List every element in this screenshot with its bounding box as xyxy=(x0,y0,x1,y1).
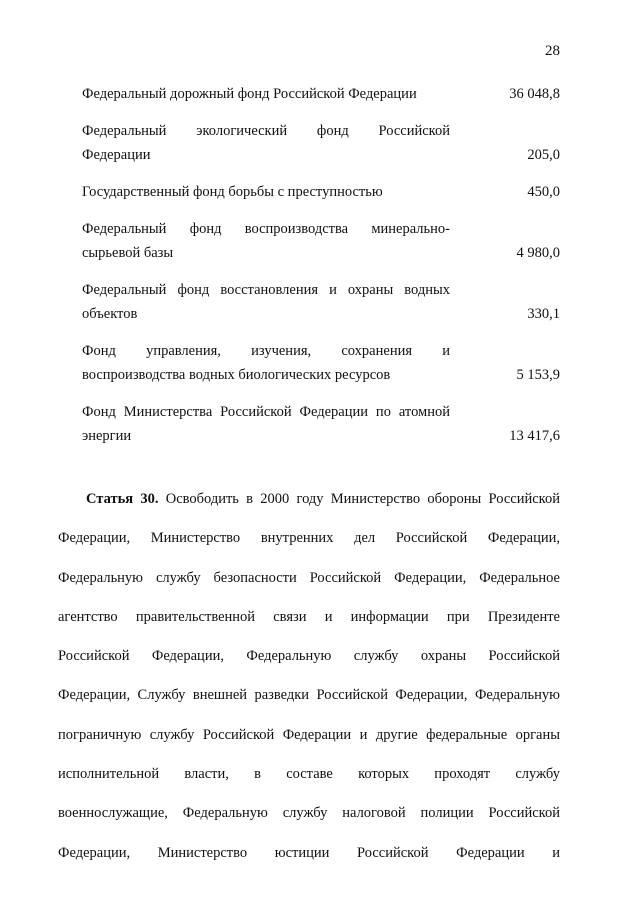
fund-name xyxy=(82,400,450,448)
fund-name-line: Федерации xyxy=(82,147,151,163)
fund-row xyxy=(82,180,560,204)
article-line: Федерации, Министерство внутренних дел Российской Федерации, xyxy=(58,530,560,547)
fund-name-line: Федеральный фонд воспроизводства минерально- xyxy=(82,221,450,237)
article-line: агентство правительственной связи и информации при Президенте xyxy=(58,608,560,625)
fund-value: 5 153,9 xyxy=(516,367,560,383)
fund-name xyxy=(82,339,450,387)
fund-name-line: воспроизводства водных биологических ресурсов xyxy=(82,367,391,383)
fund-row xyxy=(82,82,560,106)
fund-row xyxy=(82,278,560,326)
fund-value: 36 048,8 xyxy=(509,86,560,102)
fund-row xyxy=(82,119,560,167)
article-30 xyxy=(58,480,560,873)
article-title: Статья 30. xyxy=(86,491,159,507)
fund-name xyxy=(82,119,450,167)
fund-value: 205,0 xyxy=(527,147,560,163)
article-line: военнослужащие, Федеральную службу налоговой полиции Российской xyxy=(58,805,560,822)
funds-table xyxy=(82,82,560,448)
article-text: Освободить в 2000 году Министерство обороны Российской xyxy=(165,491,561,507)
fund-value: 13 417,6 xyxy=(509,428,560,444)
fund-name-line: Федеральный фонд восстановления и охраны водных xyxy=(82,282,450,298)
fund-row xyxy=(82,400,560,448)
fund-row xyxy=(82,217,560,265)
article-line xyxy=(58,480,560,519)
fund-name-line: Фонд управления, изучения, сохранения и xyxy=(82,343,450,359)
fund-name xyxy=(82,278,450,326)
fund-value: 4 980,0 xyxy=(516,245,560,261)
article-line: Федеральную службу безопасности Российской Федерации, Федеральное xyxy=(58,569,560,586)
fund-name xyxy=(82,217,450,265)
fund-name-line: Фонд Министерства Российской Федерации по атомной xyxy=(82,404,450,420)
fund-name-line: Федеральный дорожный фонд Российской Федерации xyxy=(82,86,417,102)
fund-name-line: объектов xyxy=(82,306,138,322)
article-line: Федерации, Службу внешней разведки Российской Федерации, Федеральную xyxy=(58,687,560,704)
article-line: исполнительной власти, в составе которых проходят службу xyxy=(58,766,560,783)
fund-name-line: Федеральный экологический фонд Российской xyxy=(82,123,450,139)
fund-row xyxy=(82,339,560,387)
fund-value: 450,0 xyxy=(527,184,560,200)
article-line: Российской Федерации, Федеральную службу охраны Российской xyxy=(58,648,560,665)
fund-name-line: Государственный фонд борьбы с преступностью xyxy=(82,184,383,200)
fund-name xyxy=(82,180,450,204)
fund-name xyxy=(82,82,450,106)
article-line: Федерации, Министерство юстиции Российской Федерации и xyxy=(58,844,560,861)
page-number: 28 xyxy=(545,43,560,59)
fund-value: 330,1 xyxy=(527,306,560,322)
fund-name-line: сырьевой базы xyxy=(82,245,174,261)
fund-name-line: энергии xyxy=(82,428,132,444)
article-line: пограничную службу Российской Федерации и другие федеральные органы xyxy=(58,726,560,743)
